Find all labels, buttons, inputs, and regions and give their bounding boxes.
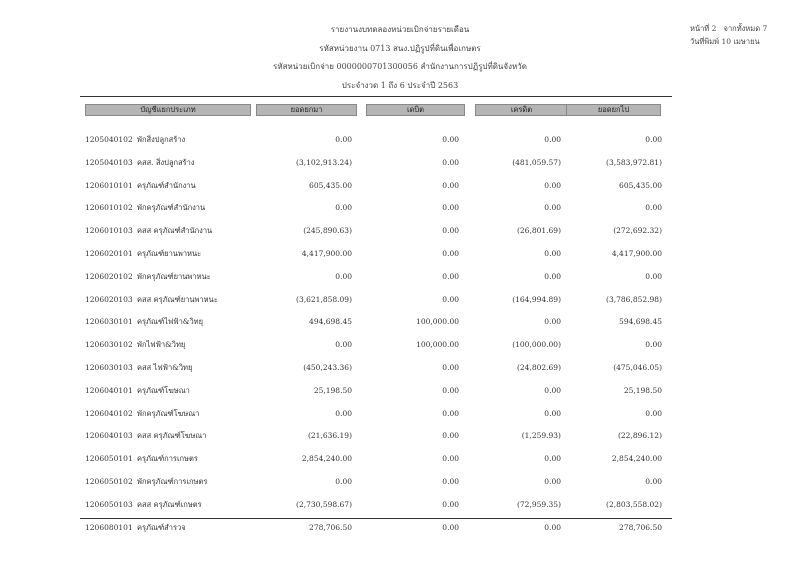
closing-balance: (3,583,972.81)	[606, 157, 662, 167]
debit-amount: 0.00	[442, 408, 459, 418]
account-name: พักครุภัณฑ์ยานพาหนะ	[137, 271, 211, 281]
account-name: ครุภัณฑ์ไฟฟ้า&วิทยุ	[137, 317, 204, 327]
debit-amount: 0.00	[442, 135, 459, 144]
debit-amount: 0.00	[442, 454, 459, 464]
credit-amount: 0.00	[544, 522, 561, 532]
account-name: ครุภัณฑ์การเกษตร	[137, 454, 198, 464]
closing-balance: (22,896.12)	[617, 431, 662, 441]
account-name: พักครุภัณฑ์การเกษตร	[137, 477, 208, 486]
credit-amount: 0.00	[544, 271, 561, 281]
opening-balance: 0.00	[335, 340, 352, 350]
opening-balance: (21,636.19)	[307, 431, 352, 441]
closing-balance: 605,435.00	[619, 180, 662, 190]
credit-amount: (1,259.93)	[521, 431, 561, 441]
credit-amount: (164,994.89)	[512, 294, 561, 304]
opening-balance: 0.00	[335, 408, 352, 418]
column-header-closing: ยอดยกไป	[566, 104, 661, 116]
agency-line: รหัสหน่วยงาน 0713 สนง.ปฏิรูปที่ดินเพื่อเกษตร	[319, 44, 481, 53]
debit-amount: 0.00	[442, 294, 459, 304]
page-info	[690, 22, 767, 48]
closing-balance: 0.00	[645, 477, 662, 486]
closing-balance: 2,854,240.00	[611, 454, 662, 464]
opening-balance: (2,730,598.67)	[296, 499, 352, 509]
closing-balance: (2,803,558.02)	[606, 499, 662, 509]
credit-amount: (26,801.69)	[516, 226, 561, 236]
account-name: คสส ครุภัณฑ์เกษตร	[137, 499, 202, 509]
closing-balance: 0.00	[645, 340, 662, 350]
table-row	[80, 156, 672, 170]
opening-balance: 0.00	[335, 135, 352, 144]
account-code: 1206020102	[85, 271, 133, 281]
opening-balance: 2,854,240.00	[301, 454, 352, 464]
account-name: คสส. สิ่งปลูกสร้าง	[137, 157, 195, 167]
account-name: ครุภัณฑ์โฆษณา	[137, 385, 190, 395]
account-code: 1206010101	[85, 180, 133, 190]
credit-amount: 0.00	[544, 385, 561, 395]
table-row	[80, 293, 672, 307]
account-code: 1206020103	[85, 294, 133, 304]
debit-amount: 0.00	[442, 385, 459, 395]
opening-balance: (450,243.36)	[303, 363, 352, 372]
page-number: หน้าที่ 2	[690, 24, 717, 33]
table-row	[80, 384, 672, 398]
credit-amount: 0.00	[544, 203, 561, 213]
table-row	[80, 475, 672, 489]
opening-balance: 494,698.45	[309, 317, 352, 327]
account-name: ครุภัณฑ์ยานพาหนะ	[137, 249, 202, 258]
debit-amount: 0.00	[442, 363, 459, 372]
debit-amount: 0.00	[442, 522, 459, 532]
closing-balance: (3,786,852.98)	[606, 294, 662, 304]
debit-amount: 0.00	[442, 203, 459, 213]
closing-balance: 0.00	[645, 135, 662, 144]
account-code: 1206030102	[85, 340, 133, 350]
credit-amount: (72,959.35)	[516, 499, 561, 509]
account-code: 1206050102	[85, 477, 133, 486]
account-code: 1206030101	[85, 317, 133, 327]
account-code: 1206040103	[85, 431, 133, 441]
table-row	[80, 270, 672, 284]
account-name: พักครุภัณฑ์โฆษณา	[137, 408, 200, 418]
opening-balance: 0.00	[335, 271, 352, 281]
closing-balance: 278,706.50	[619, 522, 662, 532]
closing-balance: 0.00	[645, 203, 662, 213]
credit-amount: 0.00	[544, 135, 561, 144]
closing-balance: (475,046.05)	[613, 363, 662, 372]
debit-amount: 0.00	[442, 249, 459, 258]
account-name: ครุภัณฑ์สำนักงาน	[137, 180, 196, 190]
credit-amount: 0.00	[544, 454, 561, 464]
page-total: จากทั้งหมด 7	[723, 24, 768, 33]
account-name: คสส ครุภัณฑ์สำนักงาน	[137, 226, 213, 236]
opening-balance: (3,102,913.24)	[296, 157, 352, 167]
account-name: คสส ครุภัณฑ์โฆษณา	[137, 431, 207, 441]
table-row	[80, 407, 672, 421]
print-date: วันที่พิมพ์ 10 เมษายน	[690, 37, 760, 46]
column-header-debit: เดบิต	[366, 104, 465, 116]
disbursing-unit-line: รหัสหน่วยเบิกจ่าย 0000000701300056 สำนักงานการปฏิรูปที่ดินจังหวัด	[273, 62, 527, 71]
debit-amount: 0.00	[442, 477, 459, 486]
account-code: 1206050101	[85, 454, 133, 464]
account-code: 1205040103	[85, 157, 133, 167]
account-name: พักสิ่งปลูกสร้าง	[137, 135, 186, 144]
debit-amount: 0.00	[442, 180, 459, 190]
opening-balance: 605,435.00	[309, 180, 352, 190]
opening-balance: (3,621,858.09)	[296, 294, 352, 304]
table-row	[80, 315, 672, 329]
opening-balance: (245,890.63)	[303, 226, 352, 236]
credit-amount: 0.00	[544, 477, 561, 486]
table-row	[80, 498, 672, 512]
account-code: 1206050103	[85, 499, 133, 509]
credit-amount: 0.00	[544, 408, 561, 418]
period-line: ประจำงวด 1 ถึง 6 ประจำปี 2563	[341, 81, 459, 90]
column-header-opening: ยอดยกมา	[256, 104, 357, 116]
opening-balance: 0.00	[335, 203, 352, 213]
table-row	[80, 452, 672, 466]
debit-amount: 0.00	[442, 157, 459, 167]
account-code: 1206030103	[85, 363, 133, 372]
table-row	[80, 201, 672, 215]
table-row	[80, 247, 672, 261]
closing-balance: 4,417,900.00	[611, 249, 662, 258]
trial-balance-table	[80, 96, 672, 532]
table-row	[80, 179, 672, 193]
table-row	[80, 361, 672, 375]
closing-balance: 594,698.45	[619, 317, 662, 327]
credit-amount: 0.00	[544, 317, 561, 327]
column-header-account: บัญชีแยกประเภท	[85, 104, 251, 116]
table-row	[80, 133, 672, 147]
opening-balance: 278,706.50	[309, 522, 352, 532]
account-code: 1205040102	[85, 135, 133, 144]
opening-balance: 25,198.50	[313, 385, 352, 395]
closing-balance: 0.00	[645, 271, 662, 281]
table-row	[80, 429, 672, 443]
table-row	[80, 521, 672, 535]
credit-amount: (481,059.57)	[512, 157, 561, 167]
account-name: พักครุภัณฑ์สำนักงาน	[137, 203, 206, 213]
account-code: 1206040101	[85, 385, 133, 395]
account-code: 1206020101	[85, 249, 133, 258]
debit-amount: 0.00	[442, 499, 459, 509]
account-name: ครุภัณฑ์สำรวจ	[137, 522, 186, 532]
account-code: 1206010103	[85, 226, 133, 236]
opening-balance: 0.00	[335, 477, 352, 486]
table-row	[80, 338, 672, 352]
account-code: 1206010102	[85, 203, 133, 213]
credit-amount: 0.00	[544, 180, 561, 190]
debit-amount: 100,000.00	[416, 317, 459, 327]
credit-amount: 0.00	[544, 249, 561, 258]
account-name: คสส ไฟฟ้า&วิทยุ	[137, 363, 193, 372]
debit-amount: 0.00	[442, 226, 459, 236]
closing-balance: 0.00	[645, 408, 662, 418]
closing-balance: (272,692.32)	[613, 226, 662, 236]
opening-balance: 4,417,900.00	[301, 249, 352, 258]
account-name: คสส ครุภัณฑ์ยานพาหนะ	[137, 294, 218, 304]
account-name: พักไฟฟ้า&วิทยุ	[137, 340, 186, 350]
column-header-credit: เครดิต	[475, 104, 568, 116]
report-title: รายงานงบทดลองหน่วยเบิกจ่ายรายเดือน	[330, 25, 470, 34]
closing-balance: 25,198.50	[623, 385, 662, 395]
table-row	[80, 224, 672, 238]
account-code: 1206040102	[85, 408, 133, 418]
debit-amount: 0.00	[442, 271, 459, 281]
credit-amount: (100,000.00)	[512, 340, 561, 350]
debit-amount: 0.00	[442, 431, 459, 441]
debit-amount: 100,000.00	[416, 340, 459, 350]
account-code: 1206080101	[85, 522, 133, 532]
credit-amount: (24,802.69)	[516, 363, 561, 372]
